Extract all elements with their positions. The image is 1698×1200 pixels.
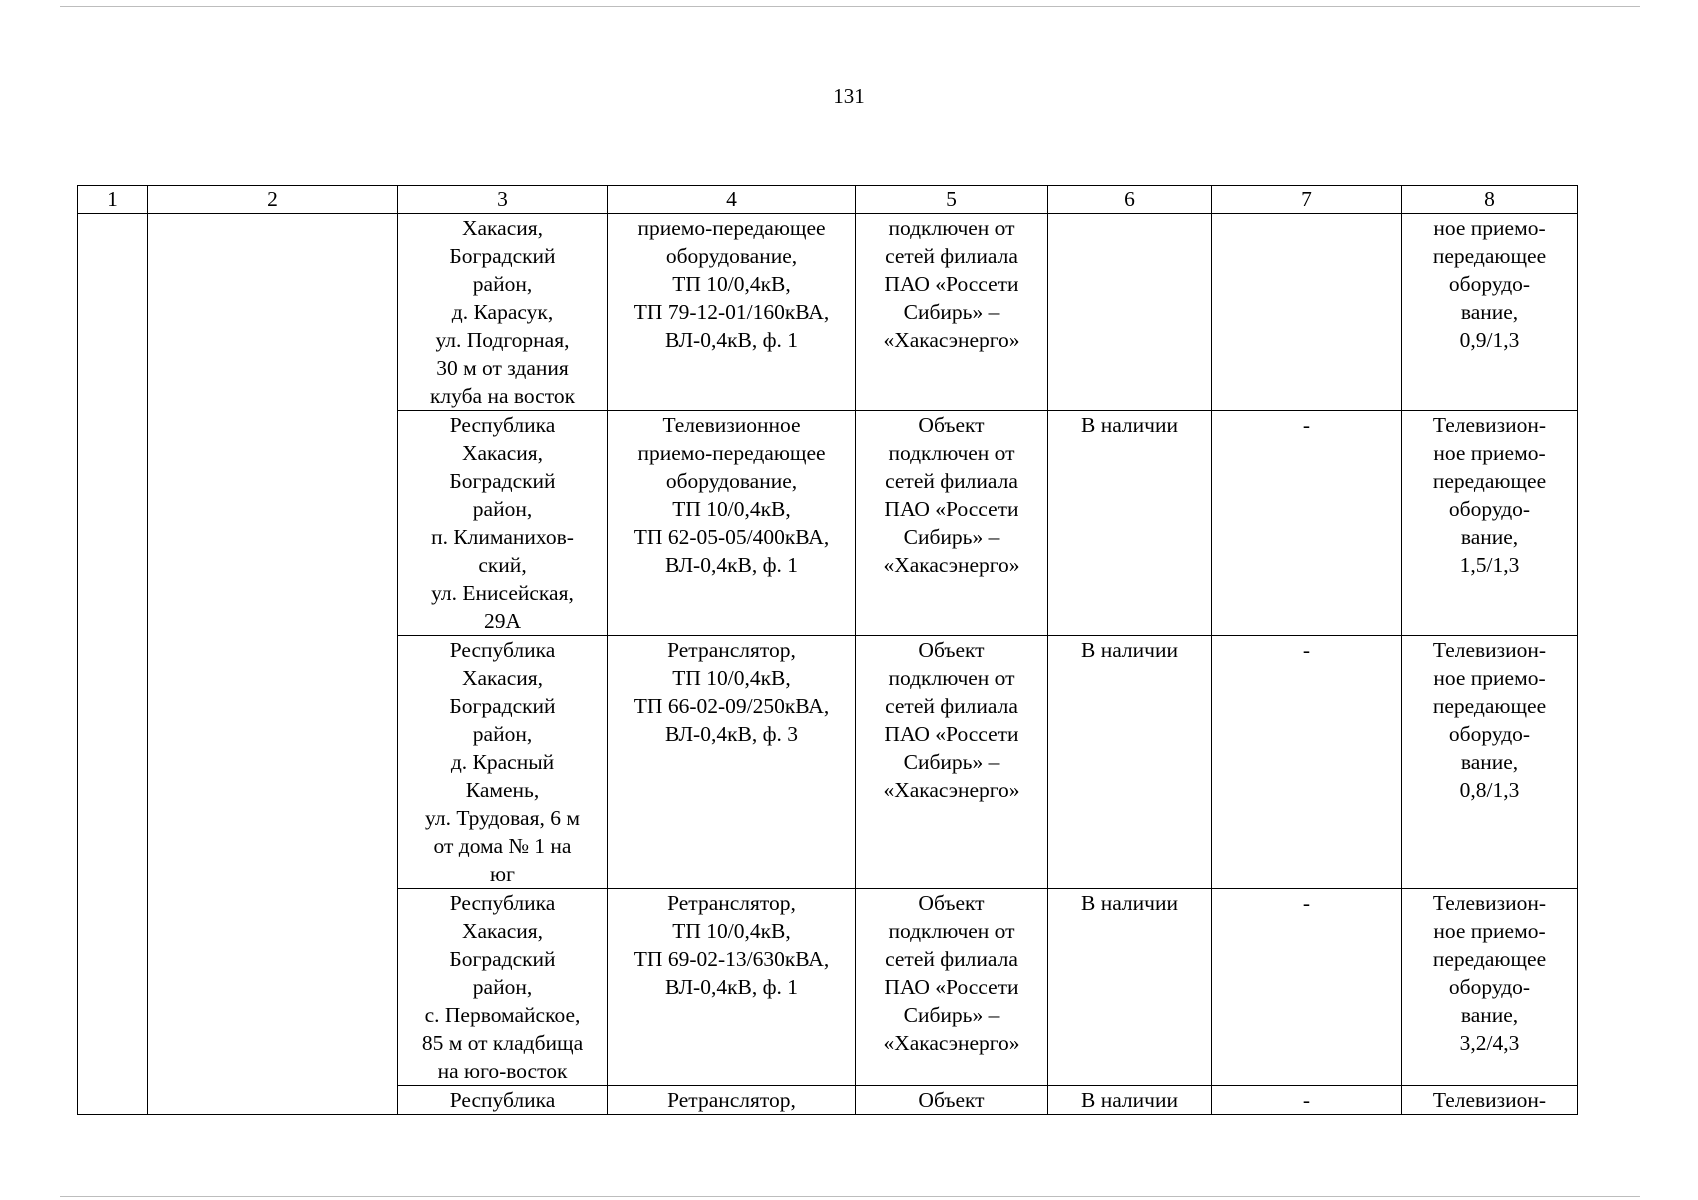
cell-text-line: ТП 10/0,4кВ, [672, 666, 791, 690]
cell-text-line: подключен от [888, 666, 1015, 690]
column-header: 4 [608, 186, 856, 214]
cell-text-line: ПАО «Россети [884, 975, 1019, 999]
cell-text-line: 0,8/1,3 [1459, 778, 1520, 802]
cell-col7 [1212, 889, 1402, 1086]
cell-col4 [608, 889, 856, 1086]
cell-text-line: район, [472, 497, 533, 521]
cell-text-line: сетей филиала [885, 694, 1018, 718]
cell-text-line: ПАО «Россети [884, 722, 1019, 746]
cell-col7 [1212, 636, 1402, 889]
cell-text-line: район, [472, 272, 533, 296]
cell-text-line: передающее [1432, 947, 1547, 971]
cell-text-line: передающее [1432, 694, 1547, 718]
cell-text-line: ВЛ-0,4кВ, ф. 1 [664, 328, 799, 352]
cell-text-line: приемо-передающее [637, 441, 826, 465]
page-number: 131 [833, 84, 865, 108]
cell-text-line: Телевизион- [1432, 413, 1547, 437]
cell-col8 [1402, 889, 1578, 1086]
cell-text-line: «Хакасэнерго» [883, 328, 1020, 352]
column-header: 3 [398, 186, 608, 214]
cell-text-line: д. Красный [450, 750, 555, 774]
cell-text-line: оборудо- [1448, 722, 1531, 746]
column-header: 7 [1212, 186, 1402, 214]
cell-text-line: ТП 79-12-01/160кВА, [633, 300, 830, 324]
cell-text-line: на юго-восток [437, 1059, 568, 1083]
cell-text-line: Камень, [465, 778, 540, 802]
register-table [77, 185, 1578, 1115]
cell-text-line: В наличии [1080, 1088, 1178, 1112]
cell-text-line: передающее [1432, 469, 1547, 493]
cell-col4 [608, 1086, 856, 1115]
cell-col8 [1402, 214, 1578, 411]
cell-text-line: д. Карасук, [451, 300, 554, 324]
cell-text-line: приемо-передающее [637, 216, 826, 240]
cell-text-line: Телевизионное [662, 413, 801, 437]
column-header: 1 [78, 186, 148, 214]
cell-col6 [1048, 636, 1212, 889]
cell-col5 [856, 1086, 1048, 1115]
cell-text-line: ТП 62-05-05/400кВА, [633, 525, 830, 549]
cell-text-line: с. Первомайское, [424, 1003, 581, 1027]
scan-noise-top [60, 6, 1640, 7]
cell-text-line: вание, [1460, 525, 1519, 549]
cell-text-line: Объект [918, 1088, 985, 1112]
cell-text-line: Хакасия, [461, 216, 544, 240]
cell-text-line: В наличии [1080, 638, 1178, 662]
cell-text-line: Боградский [449, 694, 556, 718]
cell-col8 [1402, 411, 1578, 636]
cell-col3 [398, 636, 608, 889]
cell-text-line: ПАО «Россети [884, 497, 1019, 521]
cell-col2-empty [148, 214, 398, 1115]
cell-text-line: Республика [449, 413, 556, 437]
cell-text-line: Республика [449, 1088, 556, 1112]
cell-col5 [856, 889, 1048, 1086]
cell-text-line: сетей филиала [885, 469, 1018, 493]
cell-col6 [1048, 214, 1212, 411]
cell-text-line: Сибирь» – [903, 750, 1000, 774]
cell-text-line: ул. Подгорная, [435, 328, 570, 352]
column-number-header-row [78, 186, 1578, 214]
cell-text-line: Боградский [449, 947, 556, 971]
cell-col3 [398, 214, 608, 411]
cell-text-line: ТП 10/0,4кВ, [672, 497, 791, 521]
cell-text-line: Боградский [449, 469, 556, 493]
cell-text-line: подключен от [888, 216, 1015, 240]
cell-text-line: Ретранслятор, [667, 891, 796, 915]
column-header: 6 [1048, 186, 1212, 214]
cell-text-line: Объект [918, 638, 985, 662]
cell-text-line: В наличии [1080, 413, 1178, 437]
cell-text-line: Телевизион- [1432, 1088, 1547, 1112]
cell-text-line: клуба на восток [429, 384, 576, 408]
cell-col8 [1402, 636, 1578, 889]
cell-text-line: Телевизион- [1432, 638, 1547, 662]
cell-text-line: 0,9/1,3 [1459, 328, 1520, 352]
cell-text-line: оборудо- [1448, 497, 1531, 521]
cell-text-line: передающее [1432, 244, 1547, 268]
cell-text-line: оборудование, [665, 244, 798, 268]
cell-text-line: «Хакасэнерго» [883, 1031, 1020, 1055]
cell-text-line: юг [490, 862, 515, 886]
cell-text-line: - [1302, 891, 1311, 915]
cell-text-line: оборудование, [665, 469, 798, 493]
cell-text-line: Телевизион- [1432, 891, 1547, 915]
cell-col6 [1048, 889, 1212, 1086]
cell-text-line: от дома № 1 на [433, 834, 572, 858]
cell-col3 [398, 411, 608, 636]
cell-text-line: район, [472, 975, 533, 999]
cell-text-line: оборудо- [1448, 975, 1531, 999]
cell-text-line: сетей филиала [885, 947, 1018, 971]
cell-text-line: 85 м от кладбища [421, 1031, 584, 1055]
cell-text-line: п. Климанихов- [431, 525, 574, 549]
cell-text-line: ПАО «Россети [884, 272, 1019, 296]
cell-text-line: подключен от [888, 441, 1015, 465]
cell-text-line: Хакасия, [461, 919, 544, 943]
cell-text-line: «Хакасэнерго» [883, 778, 1020, 802]
cell-col7 [1212, 214, 1402, 411]
cell-col6 [1048, 1086, 1212, 1115]
cell-col7 [1212, 411, 1402, 636]
cell-text-line: ВЛ-0,4кВ, ф. 3 [664, 722, 799, 746]
cell-col6 [1048, 411, 1212, 636]
cell-text-line: ТП 66-02-09/250кВА, [633, 694, 830, 718]
cell-text-line: Боградский [449, 244, 556, 268]
cell-text-line: ский, [478, 553, 527, 577]
cell-text-line: подключен от [888, 919, 1015, 943]
cell-col5 [856, 636, 1048, 889]
cell-text-line: район, [472, 722, 533, 746]
scan-noise-bottom [60, 1196, 1640, 1197]
cell-col1-empty [78, 214, 148, 1115]
cell-text-line: Объект [918, 413, 985, 437]
cell-text-line: Сибирь» – [903, 300, 1000, 324]
cell-text-line: ТП 10/0,4кВ, [672, 919, 791, 943]
column-header: 2 [148, 186, 398, 214]
cell-text-line: «Хакасэнерго» [883, 553, 1020, 577]
cell-text-line: 29А [483, 609, 522, 633]
cell-text-line: ное приемо- [1433, 216, 1546, 240]
cell-text-line: 3,2/4,3 [1459, 1031, 1520, 1055]
cell-text-line: вание, [1460, 750, 1519, 774]
cell-text-line: Ретранслятор, [667, 638, 796, 662]
cell-text-line: Объект [918, 891, 985, 915]
column-header: 8 [1402, 186, 1578, 214]
cell-text-line: Ретранслятор, [667, 1088, 796, 1112]
cell-col4 [608, 636, 856, 889]
cell-text-line: вание, [1460, 300, 1519, 324]
cell-text-line: Хакасия, [461, 441, 544, 465]
cell-text-line: Сибирь» – [903, 1003, 1000, 1027]
cell-text-line: Республика [449, 638, 556, 662]
cell-text-line: 30 м от здания [436, 356, 569, 380]
cell-text-line: ТП 10/0,4кВ, [672, 272, 791, 296]
cell-text-line: ВЛ-0,4кВ, ф. 1 [664, 553, 799, 577]
cell-text-line: - [1302, 638, 1311, 662]
cell-text-line: ул. Енисейская, [431, 581, 574, 605]
column-header: 5 [856, 186, 1048, 214]
cell-col4 [608, 411, 856, 636]
table-row [78, 214, 1578, 411]
cell-text-line: ное приемо- [1433, 919, 1546, 943]
cell-text-line: сетей филиала [885, 244, 1018, 268]
cell-text-line: вание, [1460, 1003, 1519, 1027]
cell-col3 [398, 1086, 608, 1115]
cell-col7 [1212, 1086, 1402, 1115]
cell-text-line: В наличии [1080, 891, 1178, 915]
cell-text-line: ВЛ-0,4кВ, ф. 1 [664, 975, 799, 999]
cell-text-line: - [1302, 1088, 1311, 1112]
cell-text-line: ное приемо- [1433, 666, 1546, 690]
cell-col8 [1402, 1086, 1578, 1115]
cell-text-line: - [1302, 413, 1311, 437]
cell-col5 [856, 411, 1048, 636]
cell-text-line: Хакасия, [461, 666, 544, 690]
cell-text-line: Сибирь» – [903, 525, 1000, 549]
cell-col3 [398, 889, 608, 1086]
cell-text-line: 1,5/1,3 [1459, 553, 1520, 577]
cell-text-line: Республика [449, 891, 556, 915]
cell-text-line: ное приемо- [1433, 441, 1546, 465]
table-body [78, 214, 1578, 1115]
cell-col5 [856, 214, 1048, 411]
cell-text-line: оборудо- [1448, 272, 1531, 296]
cell-col4 [608, 214, 856, 411]
cell-text-line: ТП 69-02-13/630кВА, [633, 947, 830, 971]
cell-text-line: ул. Трудовая, 6 м [425, 806, 580, 830]
